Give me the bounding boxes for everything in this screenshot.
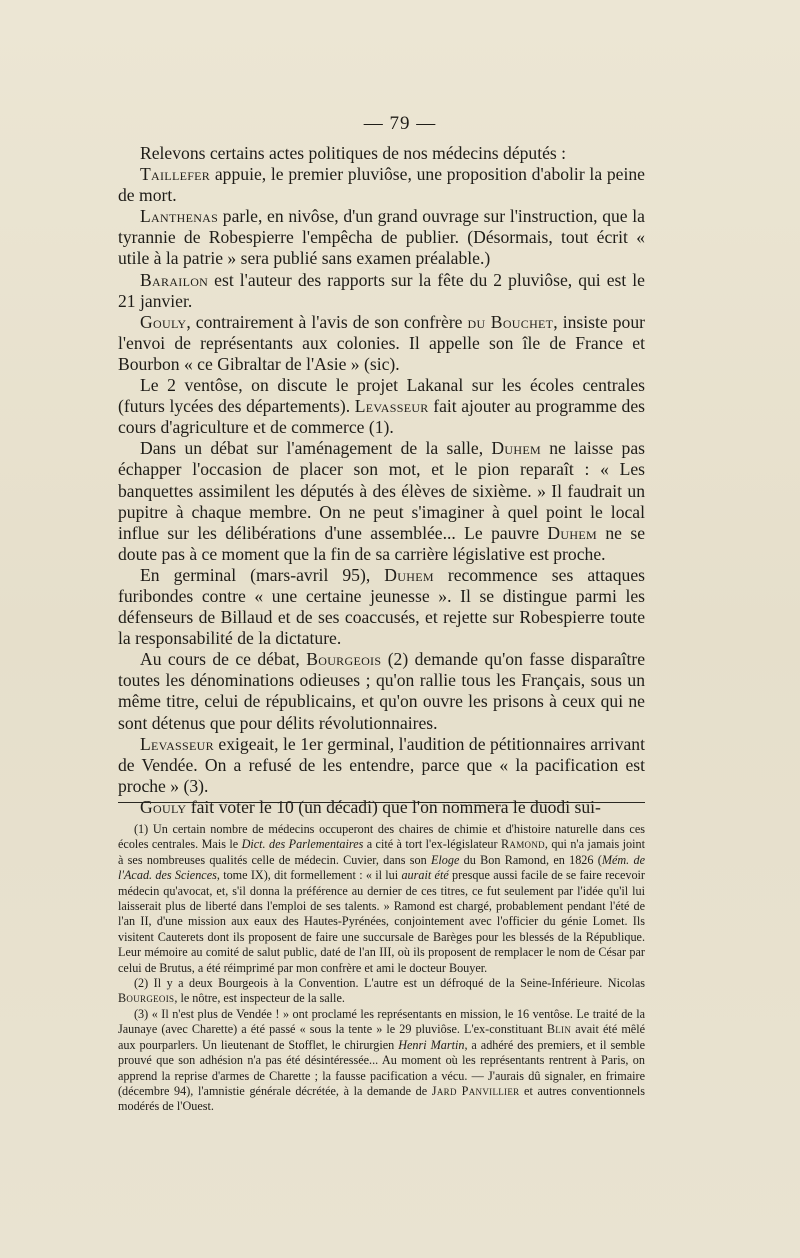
deputy-name: Gouly [140, 796, 187, 817]
footnote-2 [118, 976, 645, 1007]
paragraph-text: Au cours de ce débat, [140, 649, 307, 670]
paragraph-text: Dans un débat sur l'aménagement de la salle, [140, 438, 492, 459]
deputy-name: Duhem [384, 564, 434, 585]
paragraph-lanthenas [118, 206, 645, 269]
deputy-name: Bourgeois [306, 649, 382, 670]
paragraph-text: Le 2 ventôse, on discute le projet Lakanal sur les écoles centrales (futurs lycées des départements). [118, 375, 645, 417]
paragraph-text: fait ajouter au programme des cours d'agriculture et de commerce (1). [118, 396, 645, 438]
deputy-name: Lanthenas [140, 206, 219, 227]
footnote-divider [118, 802, 645, 803]
footnote-italic: Dict. des Parlementaires [241, 837, 364, 852]
paragraph-gouly [118, 312, 645, 375]
footnote-text: a cité à tort l'ex-législateur [363, 837, 501, 852]
paragraph-bourgeois [118, 649, 645, 733]
paragraph-text: exigeait, le 1er germinal, l'audition de pétitionnaires arrivant de Vendée. On a refusé de les entendre, parce que « la pacification est proche » (3). [118, 733, 645, 796]
paragraph-text: est l'auteur des rapports sur la fête du 2 pluviôse, qui est le 21 janvier. [118, 269, 645, 311]
deputy-name: Levasseur [140, 733, 214, 754]
footnote-text: (1) Un certain nombre de médecins occuperont des chaires de chimie et d'histoire naturelle dans ces écoles centrales. Mais le [118, 822, 645, 852]
paragraph-text: En germinal (mars-avril 95), [140, 564, 385, 585]
deputy-name: Bourgeois [118, 991, 175, 1006]
paragraph-text: (2) demande qu'on fasse disparaître toutes les dénominations odieuses ; qu'on rallie tous les Français, sous un même titre, celui de républicains, et qu'on ouvre les prisons à ceux qui ne sont détenus que pour délits révolutionnaires. [118, 649, 645, 733]
footnote-italic: Mém. de l'Acad. des Sciences [118, 852, 645, 883]
paragraph-text: appuie, le premier pluviôse, une proposition d'abolir la peine de mort. [118, 164, 645, 206]
paragraph-intro [118, 143, 645, 164]
footnote-italic: Henri Martin [398, 1037, 465, 1052]
deputy-name: Duhem [491, 438, 541, 459]
main-text [118, 143, 645, 818]
paragraph-gouly-duodi [118, 797, 645, 818]
deputy-name: Barailon [140, 269, 209, 290]
footnote-text: presque aussi facile de se faire recevoir médecin qu'avocat, et, s'il donna la préférence au dernier de ces titres, ce fut seulement par l'idée qu'il lui laisserait plus de liberté dans l'emploi de ses talents. » Ramond est chargé, probablement pendant l'été de l'an II, d'une mission aux eaux des Hautes-Pyrénées, conjointement avec l'officier du génie Lomet. Ils visitent Cauterets dont ils proposent de faire une succursale de Barèges pour les blessés de la République. Leur mémoire au comité de salut public, daté de l'an III, où ils proposent de remplacer le nom de César par celui de Brutus, a été réimprimé par mon confrère et ami le docteur Bouyer. [118, 868, 645, 975]
paragraph-salle [118, 438, 645, 565]
deputy-name: Blin [546, 1022, 572, 1037]
footnote-3 [118, 1007, 645, 1115]
footnote-text: , le nôtre, est inspecteur de la salle. [174, 991, 345, 1006]
footnote-text: (3) « Il n'est plus de Vendée ! » ont proclamé les représentants en mission, le 16 ventôse. Le traité de la Jaunaye (avec Charette) a été passé « sous la tente » le 29 pluviôse. L'ex-constituant [118, 1006, 645, 1037]
paragraph-text: , contrairement à l'avis de son confrère [186, 311, 468, 332]
deputy-name: Ramond [500, 837, 545, 852]
footnote-italic: Eloge [430, 852, 460, 867]
page-number: — 79 — [363, 113, 437, 134]
paragraph-text: ne laisse pas échapper l'occasion de placer son mot, et le pion reparaît : « Les banquettes assimilent les députés à des élèves de sixième. » Il faudrait un pupitre à chaque membre. On ne peut s'imaginer à quel point le local influe sur les délibérations d'une assemblée... Le pauvre [118, 438, 645, 543]
paragraph-barailon [118, 270, 645, 312]
paragraph-text: recommence ses attaques furibondes contre « une certaine jeunesse ». Il se distingue parmi les défenseurs de Billaud et de ses coaccusés, et rejette sur Robespierre toute la responsabilité de la dictature. [118, 564, 645, 649]
deputy-name: Duhem [547, 522, 597, 543]
paragraph-text: parle, en nivôse, d'un grand ouvrage sur l'instruction, que la tyrannie de Robespierre l'empêcha de publier. (Désormais, tout écrit « utile à la patrie » sera publié sans examen préalable.) [118, 206, 645, 269]
deputy-name: Taillefer [140, 164, 211, 185]
paragraph-ventose [118, 375, 645, 438]
deputy-name: Jard Panvillier [431, 1083, 520, 1098]
footnote-text: , tome IX), dit formellement : « il lui [216, 868, 402, 883]
deputy-name: du Bouchet [467, 311, 554, 332]
footnotes [118, 822, 645, 1115]
paragraph-taillefer [118, 164, 645, 206]
footnote-text: avait été mêlé aux pourparlers. Un lieutenant de Stofflet, le chirurgien [118, 1022, 646, 1052]
deputy-name: Levasseur [354, 396, 429, 417]
footnote-text: , qui n'a jamais joint à ses nombreuses qualités celle de médecin. Cuvier, dans son [118, 837, 645, 867]
footnote-1 [118, 822, 645, 976]
paragraph-text: fait voter le 10 (un décadi) que l'on nommera le duodi sui- [186, 796, 601, 817]
footnote-text: et autres conventionnels modérés de l'Ouest. [118, 1083, 645, 1114]
paragraph-text: , insiste pour l'envoi de représentants aux colonies. Il appelle son île de France et Bourbon « ce Gibraltar de l'Asie » (sic). [118, 311, 645, 374]
paragraph-text: Relevons certains actes politiques de nos médecins députés : [140, 143, 567, 163]
deputy-name: Gouly [140, 311, 187, 332]
paragraph-text: ne se doute pas à ce moment que la fin de sa carrière législative est proche. [118, 522, 646, 564]
footnote-text: du Bon Ramond, en 1826 ( [459, 852, 602, 867]
footnote-italic: aurait été [401, 868, 449, 883]
paragraph-germinal [118, 565, 645, 649]
footnote-text: (2) Il y a deux Bourgeois à la Convention. L'autre est un défroqué de la Seine-Inférieure. Nicolas [134, 976, 645, 991]
paragraph-levasseur [118, 734, 645, 797]
footnote-text: , a adhéré des premiers, et il semble prouvé que son adhésion n'a pas été désintéressée... Au moment où les représentants rentrent à Paris, on apprend la reprise d'armes de Charette ; la fausse pacification a vécu. — J'aurais dû signaler, en frimaire (décembre 94), l'amnistie générale décrétée, à la demande de [118, 1037, 645, 1098]
